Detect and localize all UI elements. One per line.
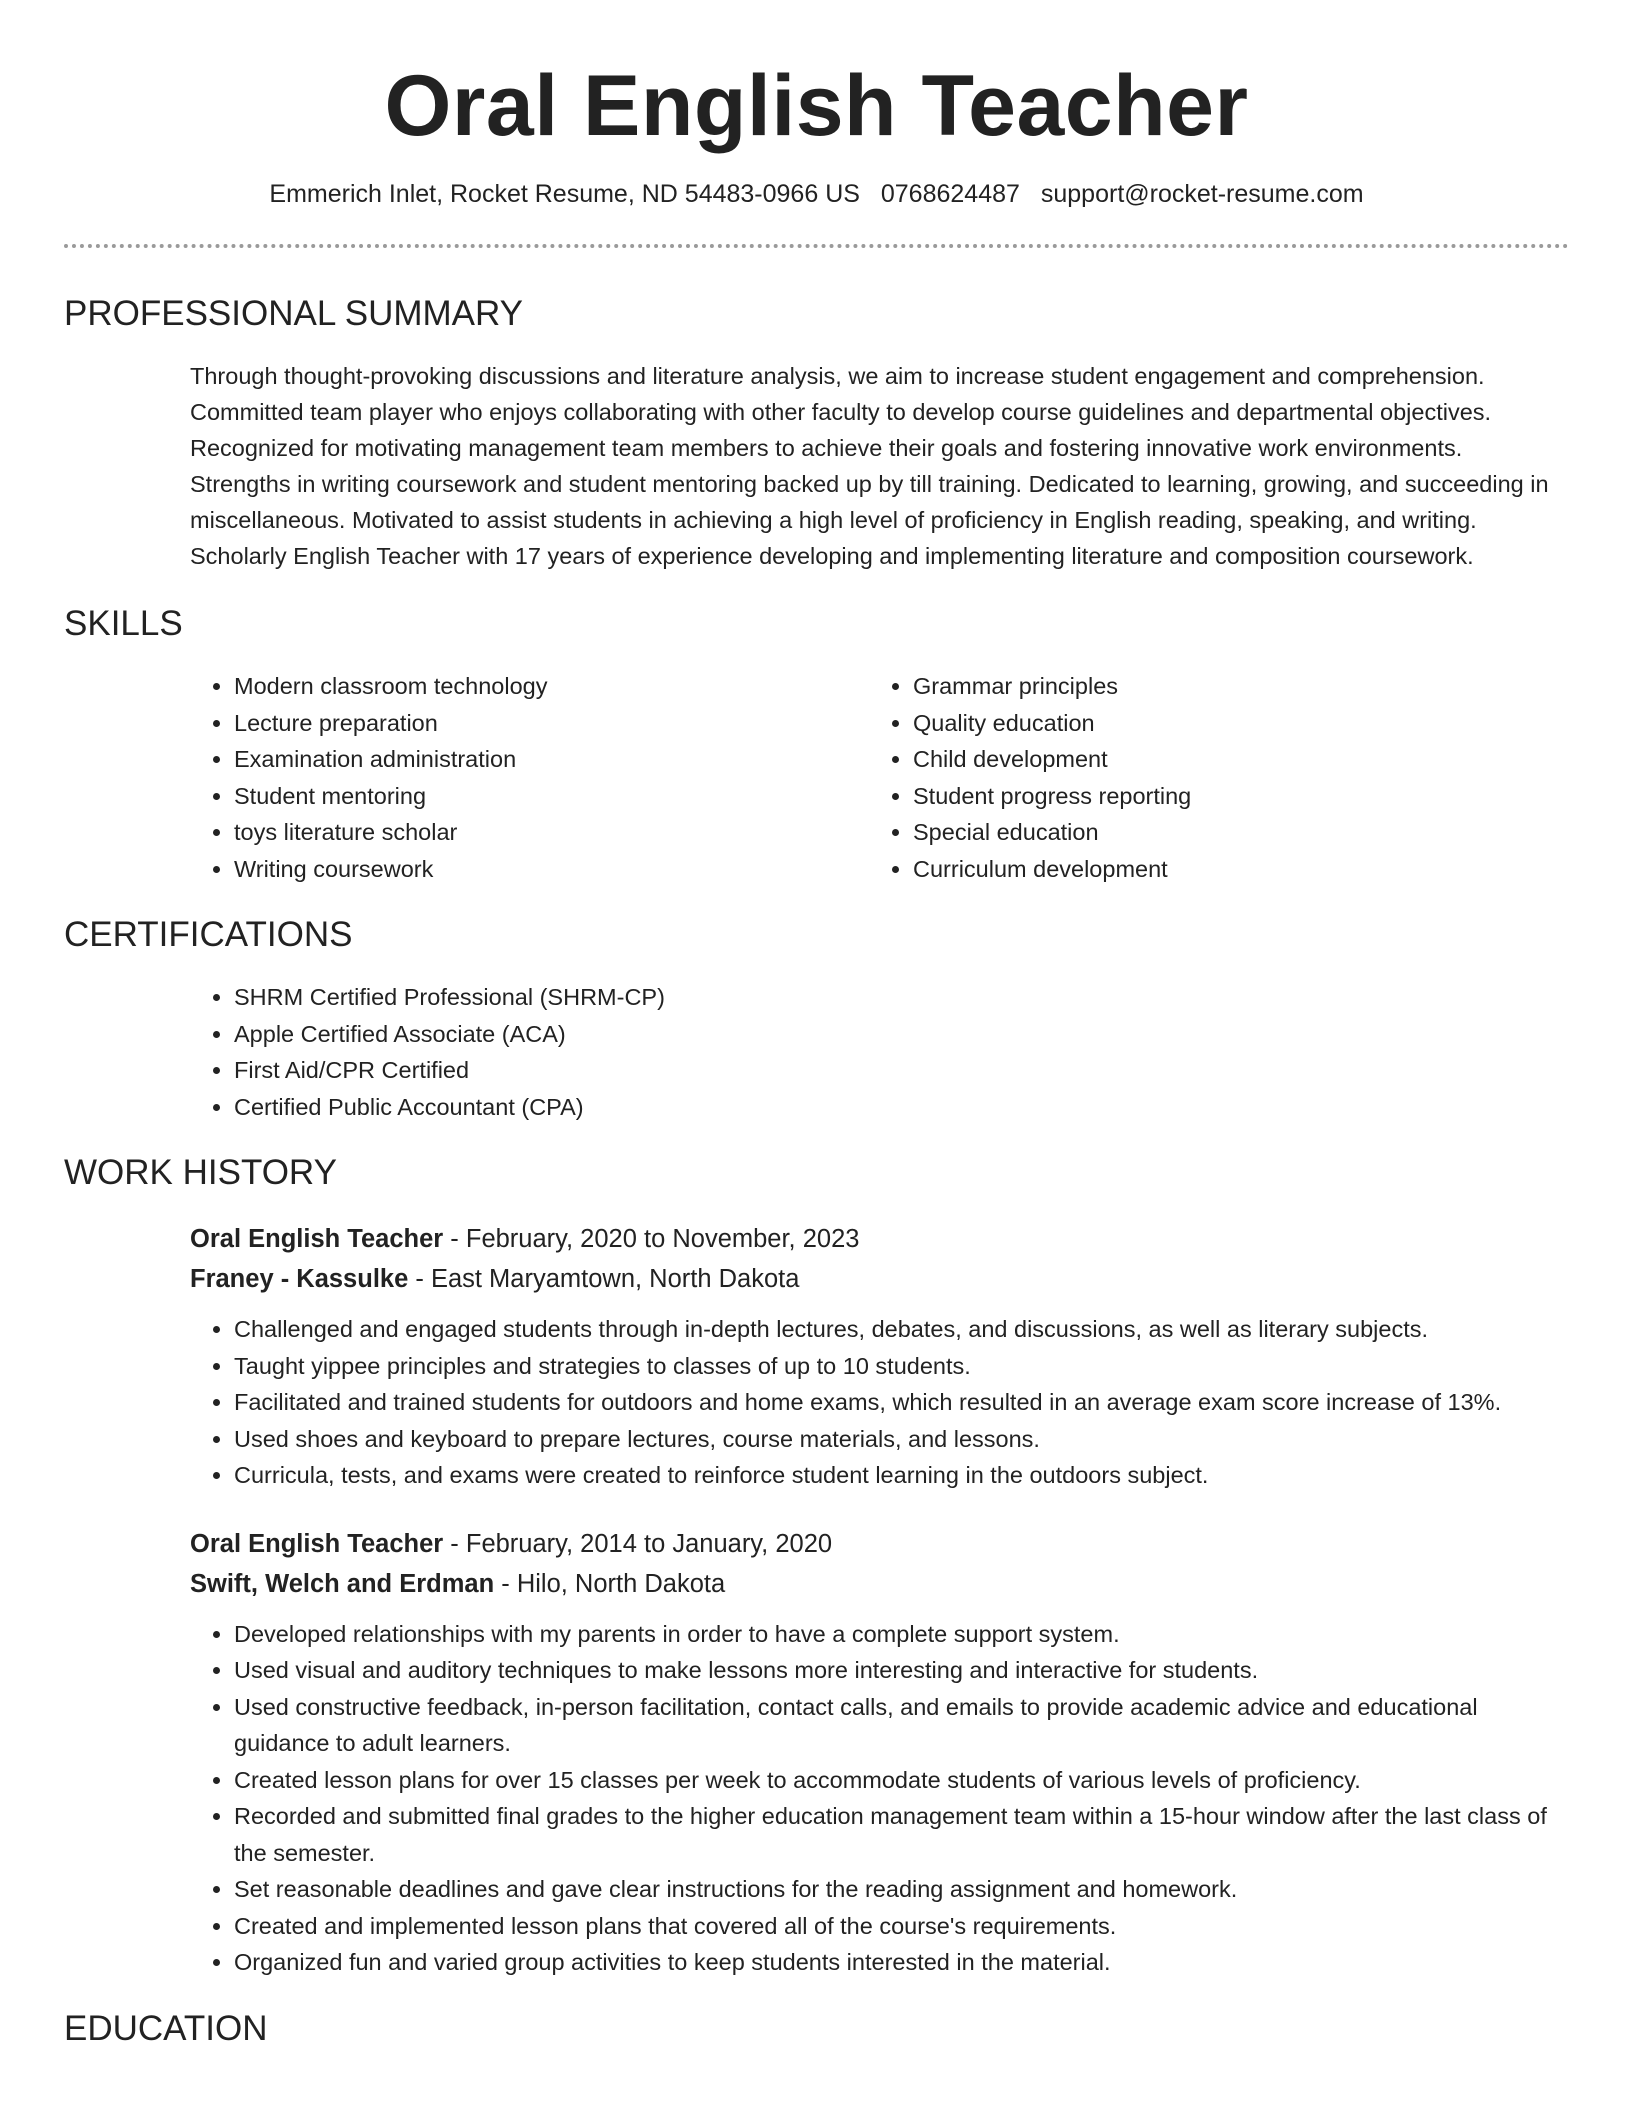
job-location: - Hilo, North Dakota bbox=[494, 1569, 726, 1598]
section-title-work-history: WORK HISTORY bbox=[64, 1153, 337, 1192]
skill-item: • Writing coursework bbox=[234, 851, 869, 888]
job-bullet: • Set reasonable deadlines and gave clear instructions for the reading assignment and homework. bbox=[234, 1871, 1569, 1908]
job-role: Oral English Teacher bbox=[190, 1225, 444, 1253]
certification-item: • SHRM Certified Professional (SHRM-CP) bbox=[234, 979, 1569, 1016]
certification-item: • Certified Public Accountant (CPA) bbox=[234, 1089, 1569, 1126]
contact-line bbox=[64, 178, 1569, 210]
job-bullet: • Curricula, tests, and exams were created to reinforce student learning in the outdoors subject. bbox=[234, 1457, 1569, 1494]
job-bullet: • Facilitated and trained students for outdoors and home exams, which resulted in an average exam score increase of 13%. bbox=[234, 1384, 1569, 1421]
job-entry bbox=[190, 1219, 1569, 1494]
job-bullet: • Challenged and engaged students through in-depth lectures, debates, and discussions, as well as literary subjects. bbox=[234, 1311, 1569, 1348]
skills-column-right bbox=[869, 668, 1548, 887]
job-company-line bbox=[190, 1259, 1569, 1299]
skill-item: • Student mentoring bbox=[234, 778, 869, 815]
job-bullet: • Taught yippee principles and strategies to classes of up to 10 students. bbox=[234, 1348, 1569, 1385]
job-company: Franey - Kassulke bbox=[190, 1265, 409, 1293]
skill-item: • Special education bbox=[913, 814, 1548, 851]
certification-item: • First Aid/CPR Certified bbox=[234, 1052, 1569, 1089]
summary-text: Through thought-provoking discussions and literature analysis, we aim to increase student engagement and comprehension. Committed team player who enjoys collaborating with other faculty to develop course guidelines and departmental objectives. Recognized for motivating management team members to achieve their goals and fostering innovative work environments. Strengths in writing coursework and student mentoring backed up by till training. Dedicated to learning, growing, and succeeding in miscellaneous. Motivated to assist students in achieving a high level of proficiency in English reading, speaking, and writing. Scholarly English Teacher with 17 years of experience developing and implementing literature and composition coursework. bbox=[190, 363, 1549, 569]
job-bullet: • Developed relationships with my parents in order to have a complete support system. bbox=[234, 1616, 1569, 1653]
certifications-list bbox=[190, 979, 1569, 1125]
section-title-education: EDUCATION bbox=[64, 2008, 268, 2048]
job-dates: - February, 2014 to January, 2020 bbox=[443, 1529, 833, 1558]
skill-item: • Child development bbox=[913, 741, 1548, 778]
skill-item: • Quality education bbox=[913, 705, 1548, 742]
section-title-skills: SKILLS bbox=[64, 604, 183, 643]
skill-item: • Curriculum development bbox=[913, 851, 1548, 888]
job-title-line bbox=[190, 1219, 1569, 1259]
resume-page bbox=[64, 0, 1569, 2051]
job-company: Swift, Welch and Erdman bbox=[190, 1569, 495, 1598]
job-bullets bbox=[190, 1616, 1569, 1981]
contact-address: Emmerich Inlet, Rocket Resume, ND 54483-0966 US bbox=[269, 180, 860, 208]
certification-item: • Apple Certified Associate (ACA) bbox=[234, 1016, 1569, 1053]
job-entry bbox=[190, 1524, 1569, 1981]
job-dates: - February, 2020 to November, 2023 bbox=[443, 1225, 860, 1253]
job-role: Oral English Teacher bbox=[190, 1529, 444, 1558]
job-bullet: • Organized fun and varied group activities to keep students interested in the material. bbox=[234, 1944, 1569, 1981]
job-bullets bbox=[190, 1311, 1569, 1494]
job-location: - East Maryamtown, North Dakota bbox=[408, 1265, 800, 1293]
skill-item: • toys literature scholar bbox=[234, 814, 869, 851]
job-bullet: • Created lesson plans for over 15 classes per week to accommodate students of various levels of proficiency. bbox=[234, 1762, 1569, 1799]
skill-item: • Grammar principles bbox=[913, 668, 1548, 705]
resume-name: Oral English Teacher bbox=[384, 58, 1249, 154]
job-title-line bbox=[190, 1524, 1569, 1564]
skill-item: • Examination administration bbox=[234, 741, 869, 778]
section-title-summary: PROFESSIONAL SUMMARY bbox=[64, 294, 523, 333]
job-bullet: • Recorded and submitted final grades to the higher education management team within a 15-hour window after the last class of the semester. bbox=[234, 1798, 1569, 1871]
skills-grid bbox=[190, 668, 1569, 887]
job-bullet: • Used shoes and keyboard to prepare lectures, course materials, and lessons. bbox=[234, 1421, 1569, 1458]
contact-phone: 0768624487 bbox=[880, 180, 1020, 208]
skill-item: • Lecture preparation bbox=[234, 705, 869, 742]
section-title-certifications: CERTIFICATIONS bbox=[64, 915, 353, 954]
contact-email[interactable]: support@rocket-resume.com bbox=[1040, 180, 1364, 208]
job-bullet: • Used constructive feedback, in-person facilitation, contact calls, and emails to provide academic advice and educational guidance to adult learners. bbox=[234, 1689, 1569, 1762]
job-bullet: • Used visual and auditory techniques to make lessons more interesting and interactive for students. bbox=[234, 1652, 1569, 1689]
header-divider bbox=[64, 244, 1569, 248]
skills-column-left bbox=[190, 668, 869, 887]
skill-item: • Student progress reporting bbox=[913, 778, 1548, 815]
job-bullet: • Created and implemented lesson plans that covered all of the course's requirements. bbox=[234, 1908, 1569, 1945]
skill-item: • Modern classroom technology bbox=[234, 668, 869, 705]
job-company-line bbox=[190, 1564, 1569, 1604]
